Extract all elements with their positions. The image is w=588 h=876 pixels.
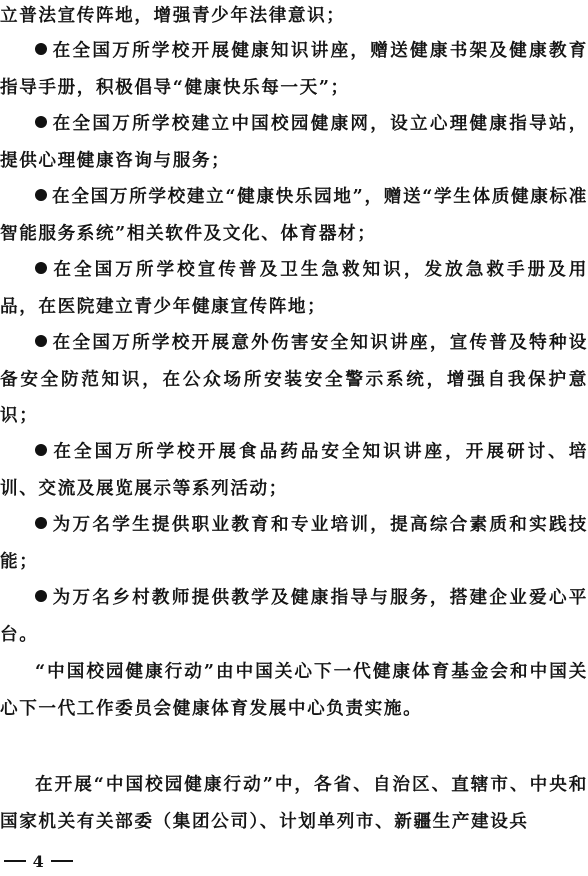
- bullet-text: 为万名学生提供职业教育和专业培训，提高综合素质和实践技能；: [0, 514, 588, 572]
- paragraph-text: 立普法宣传阵地，增强青少年法律意识；: [0, 5, 346, 26]
- bullet-icon: [35, 444, 47, 456]
- bullet-icon: [35, 189, 47, 201]
- bullet-icon: [35, 262, 47, 274]
- page-number: [4, 852, 73, 872]
- bullet-text: 在全国万所学校建立“健康快乐园地”，赠送“学生体质健康标准智能服务系统”相关软件及文化、体育器材；: [0, 186, 588, 244]
- bullet-item-campus-health-network: [0, 106, 588, 179]
- bullet-icon: [35, 43, 47, 55]
- bullet-icon: [35, 335, 47, 347]
- page-number-dash-right: [51, 860, 73, 862]
- bullet-text: 在全国万所学校宣传普及卫生急救知识，发放急救手册及用品，在医院建立青少年健康宣传阵地；: [0, 259, 588, 317]
- bullet-text: 在全国万所学校开展食品药品安全知识讲座，开展研讨、培训、交流及展览展示等系列活动；: [0, 441, 588, 499]
- bullet-item-rural-teachers: [0, 580, 588, 653]
- bullet-item-accident-safety: [0, 325, 588, 435]
- paragraph-text: “中国校园健康行动”由中国关心下一代健康体育基金会和中国关心下一代工作委员会健康体育发展中心负责实施。: [0, 661, 588, 719]
- bullet-icon: [35, 590, 47, 602]
- paragraph-provinces: [0, 767, 588, 840]
- page-number-dash-left: [4, 860, 26, 862]
- bullet-text: 在全国万所学校建立中国校园健康网，设立心理健康指导站，提供心理健康咨询与服务；: [0, 113, 588, 171]
- paragraph-implementation: [0, 654, 588, 727]
- bullet-item-vocational-training: [0, 507, 588, 580]
- paragraph-continuation: [0, 0, 588, 35]
- bullet-text: 为万名乡村教师提供教学及健康指导与服务，搭建企业爱心平台。: [0, 587, 588, 645]
- bullet-item-happy-garden: [0, 179, 588, 252]
- bullet-item-food-drug-safety: [0, 434, 588, 507]
- bullet-text: 在全国万所学校开展意外伤害安全知识讲座，宣传普及特种设备安全防范知识，在公众场所安装安全警示系统，增强自我保护意识；: [0, 332, 588, 426]
- bullet-icon: [35, 116, 47, 128]
- bullet-item-first-aid: [0, 252, 588, 325]
- paragraph-text: 在开展“中国校园健康行动”中，各省、自治区、直辖市、中央和国家机关有关部委（集团公司）、计划单列市、新疆生产建设兵: [0, 774, 588, 832]
- page-number-value: 4: [32, 852, 45, 871]
- bullet-icon: [35, 517, 47, 529]
- bullet-item-health-lectures: [0, 33, 588, 106]
- bullet-text: 在全国万所学校开展健康知识讲座，赠送健康书架及健康教育指导手册，积极倡导“健康快乐每一天”；: [0, 40, 588, 98]
